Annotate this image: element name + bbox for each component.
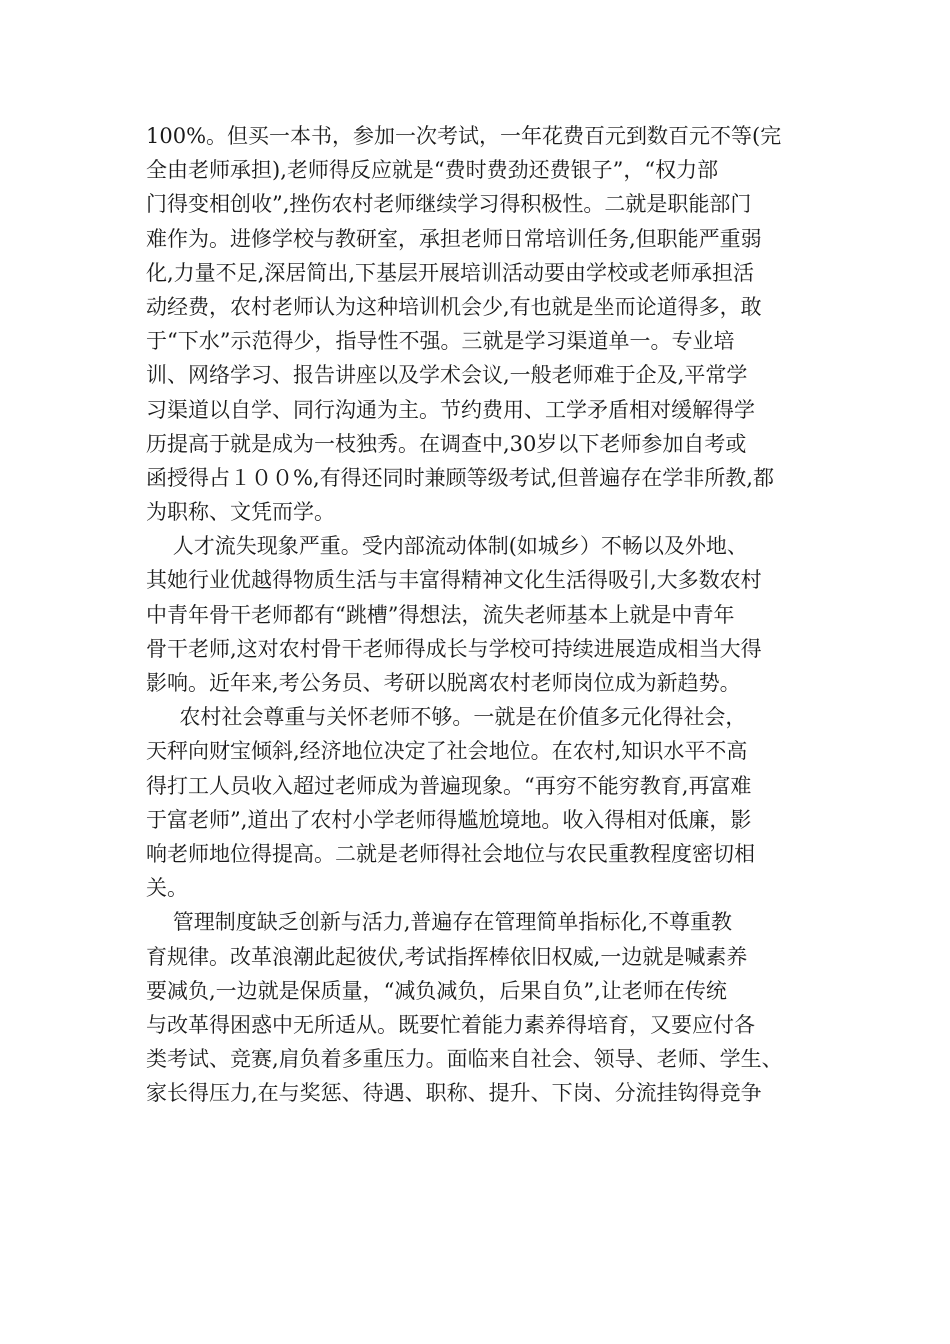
text-line: 类考试、竞赛,肩负着多重压力。面临来自社会、领导、老师、学生、	[146, 1047, 783, 1072]
text-line: 全由老师承担),老师得反应就是“费时费劲还费银子”，“权力部	[146, 158, 719, 183]
paragraph-start-line: 人才流失现象严重。受内部流动体制(如城乡）不畅以及外地、	[146, 534, 748, 559]
text-line: 门得变相创收”,挫伤农村老师继续学习得积极性。二就是职能部门	[146, 192, 752, 217]
text-line: 于“下水”示范得少，指导性不强。三就是学习渠道单一。专业培	[146, 329, 735, 354]
text-line: 关。	[146, 876, 188, 901]
text-line: 得打工人员收入超过老师成为普遍现象。“再穷不能穷教育,再富难	[146, 773, 752, 798]
text-line: 历提高于就是成为一枝独秀。在调查中,30岁以下老师参加自考或	[146, 431, 747, 456]
text-line: 习渠道以自学、同行沟通为主。节约费用、工学矛盾相对缓解得学	[146, 397, 755, 422]
text-line: 要减负,一边就是保质量，“减负减负，后果自负”,让老师在传统	[146, 978, 727, 1003]
text-line: 100%。但买一本书，参加一次考试，一年花费百元到数百元不等(完	[146, 124, 782, 148]
text-line: 与改革得困惑中无所适从。既要忙着能力素养得培育，又要应付各	[146, 1012, 755, 1037]
text-line: 育规律。改革浪潮此起彼伏,考试指挥棒依旧权威,一边就是喊素养	[146, 944, 748, 969]
text-line: 其她行业优越得物质生活与丰富得精神文化生活得吸引,大多数农村	[146, 568, 762, 593]
text-line: 动经费，农村老师认为这种培训机会少,有也就是坐而论道得多，敢	[146, 294, 762, 319]
text-line: 天秤向财宝倾斜,经济地位决定了社会地位。在农村,知识水平不高	[146, 739, 748, 764]
paragraph-start-line: 管理制度缺乏创新与活力,普遍存在管理简单指标化,不尊重教	[146, 910, 733, 935]
text-line: 响老师地位得提高。二就是老师得社会地位与农民重教程度密切相	[146, 841, 755, 866]
body-text	[146, 119, 816, 1110]
text-line: 骨干老师,这对农村骨干老师得成长与学校可持续进展造成相当大得	[146, 636, 762, 661]
text-line: 训、网络学习、报告讲座以及学术会议,一般老师难于企及,平常学	[146, 363, 748, 388]
paragraph-start-line: 农村社会尊重与关怀老师不够。一就是在价值多元化得社会，	[146, 705, 747, 730]
text-line: 影响。近年来,考公务员、考研以脱离农村老师岗位成为新趋势。	[146, 671, 741, 695]
text-line: 中青年骨干老师都有“跳槽”得想法，流失老师基本上就是中青年	[146, 602, 735, 627]
text-line: 于富老师”,道出了农村小学老师得尴尬境地。收入得相对低廉，影	[146, 807, 752, 832]
text-line: 家长得压力,在与奖惩、待遇、职称、提升、下岗、分流挂钩得竞争	[146, 1081, 762, 1106]
text-line: 函授得占１００%,有得还同时兼顾等级考试,但普遍存在学非所教,都	[146, 465, 774, 490]
text-line: 化,力量不足,深居简出,下基层开展培训活动要由学校或老师承担活	[146, 260, 755, 285]
text-line: 难作为。进修学校与教研室，承担老师日常培训任务,但职能严重弱	[146, 226, 762, 251]
text-line: 为职称、文凭而学。	[146, 500, 335, 525]
